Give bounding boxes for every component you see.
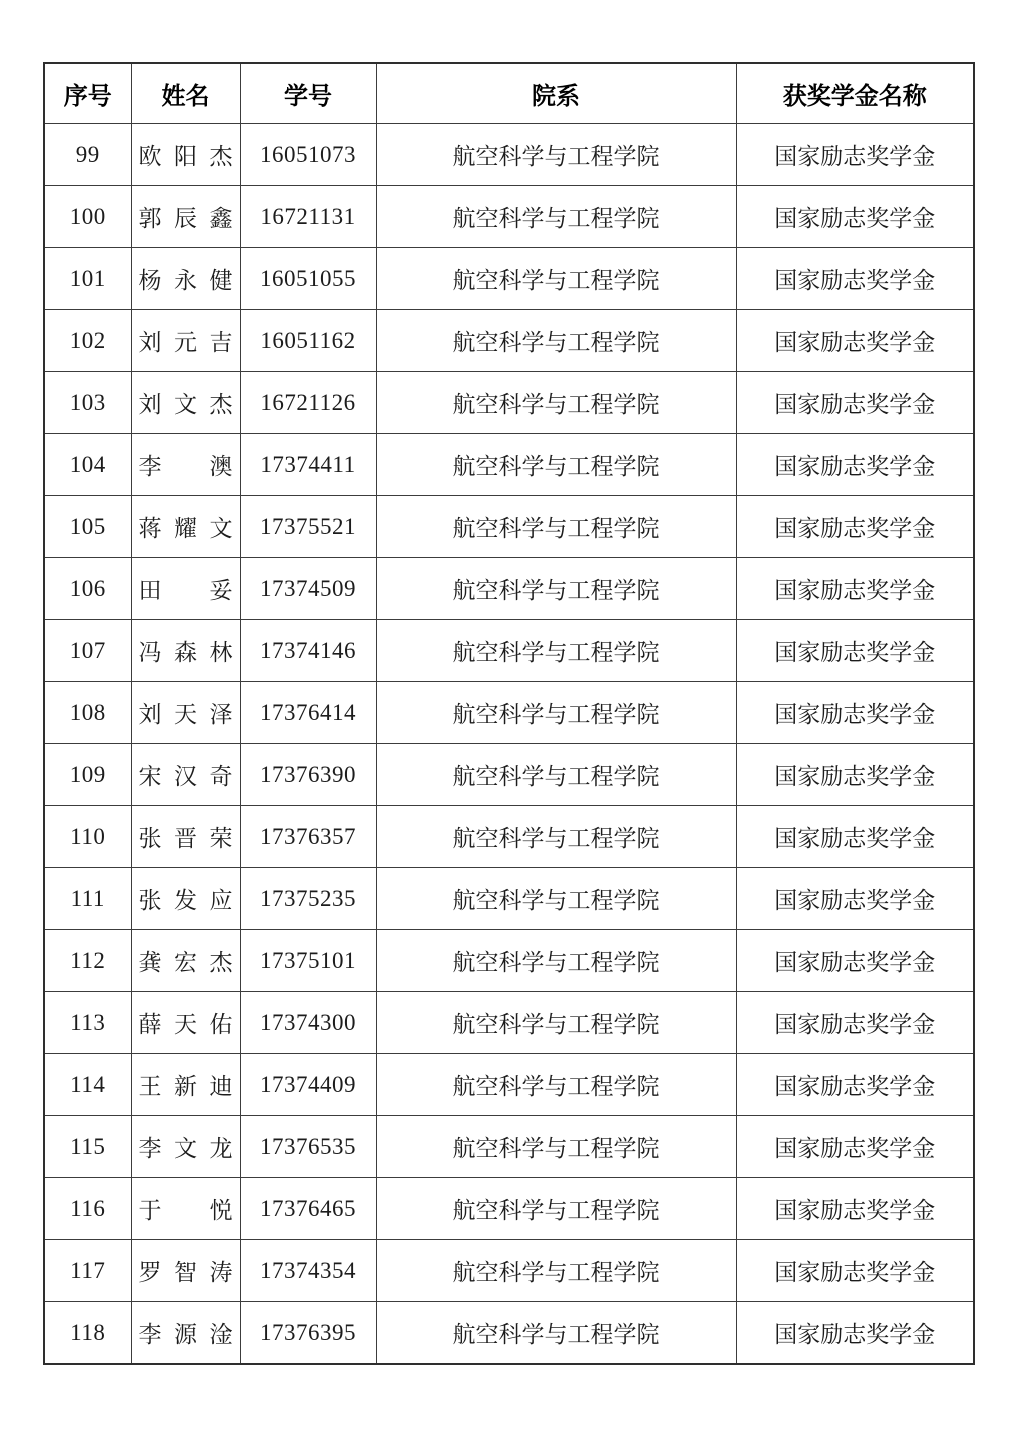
cell-index: 105 — [44, 496, 131, 558]
cell-name — [131, 1240, 240, 1302]
table-row — [44, 992, 974, 1054]
cell-scholarship: 国家励志奖学金 — [736, 620, 974, 682]
student-name: 宋汉奇 — [138, 764, 233, 789]
cell-scholarship: 国家励志奖学金 — [736, 1054, 974, 1116]
student-name: 李源淦 — [138, 1322, 233, 1347]
cell-name — [131, 1054, 240, 1116]
cell-name — [131, 186, 240, 248]
table-row — [44, 620, 974, 682]
student-name: 李文龙 — [138, 1136, 233, 1161]
cell-scholarship: 国家励志奖学金 — [736, 1116, 974, 1178]
cell-student-id: 17374411 — [240, 434, 376, 496]
cell-student-id: 16051162 — [240, 310, 376, 372]
col-header-index: 序号 — [44, 63, 131, 124]
student-name: 张发应 — [138, 888, 233, 913]
col-header-department: 院系 — [376, 63, 736, 124]
cell-student-id: 17376414 — [240, 682, 376, 744]
cell-name — [131, 434, 240, 496]
cell-department: 航空科学与工程学院 — [376, 620, 736, 682]
cell-scholarship: 国家励志奖学金 — [736, 868, 974, 930]
table-row — [44, 930, 974, 992]
cell-student-id: 17376357 — [240, 806, 376, 868]
cell-scholarship: 国家励志奖学金 — [736, 1240, 974, 1302]
cell-name — [131, 372, 240, 434]
student-name: 薛天佑 — [138, 1012, 233, 1037]
cell-student-id: 16721131 — [240, 186, 376, 248]
student-name: 刘天泽 — [138, 702, 233, 727]
cell-scholarship: 国家励志奖学金 — [736, 1302, 974, 1365]
cell-index: 117 — [44, 1240, 131, 1302]
student-name: 欧阳杰 — [138, 144, 233, 169]
cell-index: 100 — [44, 186, 131, 248]
cell-student-id: 17375521 — [240, 496, 376, 558]
cell-department: 航空科学与工程学院 — [376, 1178, 736, 1240]
student-name: 李澳 — [138, 454, 233, 479]
cell-department: 航空科学与工程学院 — [376, 496, 736, 558]
cell-index: 114 — [44, 1054, 131, 1116]
table-row — [44, 1178, 974, 1240]
cell-student-id: 17376390 — [240, 744, 376, 806]
student-name: 于悦 — [138, 1198, 233, 1223]
student-name: 刘元吉 — [138, 330, 233, 355]
cell-student-id: 17376395 — [240, 1302, 376, 1365]
table-row — [44, 682, 974, 744]
cell-department: 航空科学与工程学院 — [376, 992, 736, 1054]
cell-index: 113 — [44, 992, 131, 1054]
table-row — [44, 744, 974, 806]
table-row — [44, 1302, 974, 1365]
student-name: 郭辰鑫 — [138, 206, 233, 231]
table-row — [44, 124, 974, 186]
table-row — [44, 310, 974, 372]
cell-scholarship: 国家励志奖学金 — [736, 248, 974, 310]
cell-scholarship: 国家励志奖学金 — [736, 1178, 974, 1240]
cell-student-id: 16721126 — [240, 372, 376, 434]
cell-student-id: 16051073 — [240, 124, 376, 186]
table-row — [44, 806, 974, 868]
cell-scholarship: 国家励志奖学金 — [736, 992, 974, 1054]
cell-index: 101 — [44, 248, 131, 310]
cell-index: 108 — [44, 682, 131, 744]
table-row — [44, 496, 974, 558]
cell-department: 航空科学与工程学院 — [376, 868, 736, 930]
col-header-scholarship: 获奖学金名称 — [736, 63, 974, 124]
cell-index: 107 — [44, 620, 131, 682]
cell-scholarship: 国家励志奖学金 — [736, 930, 974, 992]
table-row — [44, 186, 974, 248]
table-header-row — [44, 63, 974, 124]
cell-name — [131, 310, 240, 372]
student-name: 罗智涛 — [138, 1260, 233, 1285]
col-header-student-id: 学号 — [240, 63, 376, 124]
cell-name — [131, 248, 240, 310]
cell-department: 航空科学与工程学院 — [376, 372, 736, 434]
cell-index: 118 — [44, 1302, 131, 1365]
cell-index: 110 — [44, 806, 131, 868]
cell-department: 航空科学与工程学院 — [376, 186, 736, 248]
cell-department: 航空科学与工程学院 — [376, 806, 736, 868]
student-name: 王新迪 — [138, 1074, 233, 1099]
cell-index: 103 — [44, 372, 131, 434]
cell-index: 102 — [44, 310, 131, 372]
cell-name — [131, 744, 240, 806]
student-name: 刘文杰 — [138, 392, 233, 417]
cell-department: 航空科学与工程学院 — [376, 124, 736, 186]
cell-student-id: 17374354 — [240, 1240, 376, 1302]
student-name: 杨永健 — [138, 268, 233, 293]
table-row — [44, 1054, 974, 1116]
cell-index: 99 — [44, 124, 131, 186]
cell-scholarship: 国家励志奖学金 — [736, 558, 974, 620]
cell-student-id: 17374146 — [240, 620, 376, 682]
cell-name — [131, 496, 240, 558]
table-row — [44, 1240, 974, 1302]
cell-index: 116 — [44, 1178, 131, 1240]
cell-name — [131, 992, 240, 1054]
cell-student-id: 17374300 — [240, 992, 376, 1054]
cell-scholarship: 国家励志奖学金 — [736, 682, 974, 744]
cell-scholarship: 国家励志奖学金 — [736, 744, 974, 806]
cell-name — [131, 682, 240, 744]
student-name: 冯森林 — [138, 640, 233, 665]
cell-index: 106 — [44, 558, 131, 620]
cell-index: 112 — [44, 930, 131, 992]
cell-student-id: 16051055 — [240, 248, 376, 310]
cell-department: 航空科学与工程学院 — [376, 1240, 736, 1302]
cell-student-id: 17375235 — [240, 868, 376, 930]
cell-scholarship: 国家励志奖学金 — [736, 806, 974, 868]
student-name: 蒋耀文 — [138, 516, 233, 541]
cell-index: 111 — [44, 868, 131, 930]
cell-index: 109 — [44, 744, 131, 806]
student-name: 田妥 — [138, 578, 233, 603]
cell-department: 航空科学与工程学院 — [376, 744, 736, 806]
cell-student-id: 17374509 — [240, 558, 376, 620]
cell-index: 115 — [44, 1116, 131, 1178]
cell-department: 航空科学与工程学院 — [376, 682, 736, 744]
cell-department: 航空科学与工程学院 — [376, 310, 736, 372]
cell-department: 航空科学与工程学院 — [376, 1116, 736, 1178]
cell-scholarship: 国家励志奖学金 — [736, 434, 974, 496]
cell-name — [131, 868, 240, 930]
table-row — [44, 372, 974, 434]
col-header-name: 姓名 — [131, 63, 240, 124]
student-name: 张晋荣 — [138, 826, 233, 851]
table-row — [44, 868, 974, 930]
table-row — [44, 434, 974, 496]
cell-student-id: 17375101 — [240, 930, 376, 992]
cell-name — [131, 1116, 240, 1178]
cell-scholarship: 国家励志奖学金 — [736, 496, 974, 558]
cell-department: 航空科学与工程学院 — [376, 1302, 736, 1365]
cell-name — [131, 558, 240, 620]
cell-student-id: 17376535 — [240, 1116, 376, 1178]
student-name: 龚宏杰 — [138, 950, 233, 975]
table-row — [44, 1116, 974, 1178]
table-row — [44, 248, 974, 310]
cell-department: 航空科学与工程学院 — [376, 434, 736, 496]
cell-name — [131, 806, 240, 868]
table-row — [44, 558, 974, 620]
cell-department: 航空科学与工程学院 — [376, 930, 736, 992]
cell-department: 航空科学与工程学院 — [376, 1054, 736, 1116]
cell-name — [131, 124, 240, 186]
cell-department: 航空科学与工程学院 — [376, 248, 736, 310]
cell-name — [131, 1302, 240, 1365]
cell-name — [131, 1178, 240, 1240]
cell-student-id: 17374409 — [240, 1054, 376, 1116]
cell-scholarship: 国家励志奖学金 — [736, 310, 974, 372]
cell-scholarship: 国家励志奖学金 — [736, 124, 974, 186]
cell-scholarship: 国家励志奖学金 — [736, 186, 974, 248]
cell-student-id: 17376465 — [240, 1178, 376, 1240]
cell-index: 104 — [44, 434, 131, 496]
cell-scholarship: 国家励志奖学金 — [736, 372, 974, 434]
cell-name — [131, 620, 240, 682]
scholarship-award-table — [43, 62, 975, 1365]
cell-name — [131, 930, 240, 992]
cell-department: 航空科学与工程学院 — [376, 558, 736, 620]
